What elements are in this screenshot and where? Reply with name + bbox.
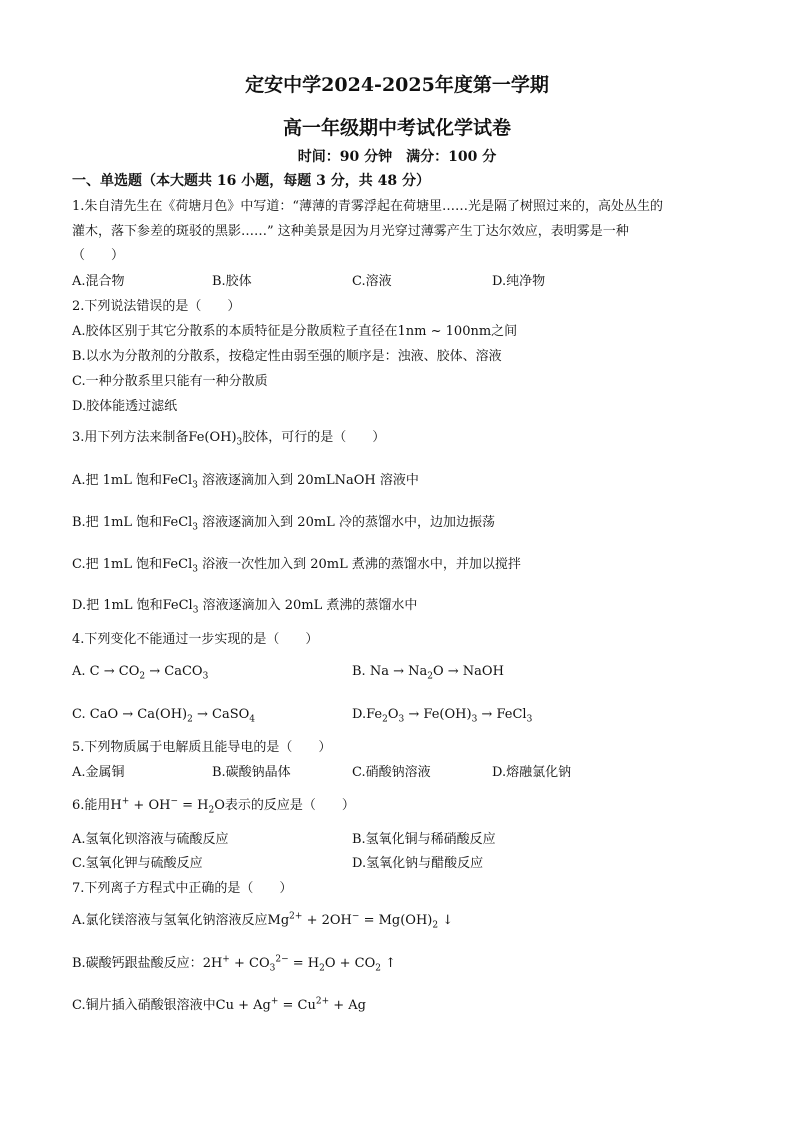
section-heading: 一、单选题（本大题共 16 小题，每题 3 分，共 48 分） bbox=[72, 173, 430, 189]
q1-stem-line1: 1.朱自清先生在《荷塘月色》中写道：“薄薄的青雾浮起在荷塘里……光是隔了树照过来的，高处丛生的 bbox=[72, 199, 664, 214]
q3-option-c: C.把 1mL 饱和FeCl$_3$ 浴液一次性加入到 20mL 煮沸的蒸馏水中，并加以搅拌 bbox=[72, 557, 521, 575]
q5-option-b: B.碳酸钠晶体 bbox=[212, 765, 291, 780]
q4-option-d: $D.Fe_2O_3 \to Fe(OH)_3$ → FeCl$_3$ bbox=[352, 707, 533, 725]
q3-stem: 3.用下列方法来制备$Fe(OH)_3$胶体，可行的是（ ） bbox=[72, 430, 386, 448]
q1-stem-line3: （ ） bbox=[72, 248, 125, 263]
q6-option-a: A.氢氧化钡溶液与硫酸反应 bbox=[72, 832, 229, 847]
exam-title: 高一年级期中考试化学试卷 bbox=[282, 117, 511, 139]
q1-stem-line2: 灌木，落下参差的斑驳的黑影……” 这种美景是因为月光穿过薄雾产生丁达尔效应，表明雾是一种 bbox=[72, 224, 629, 239]
q3-option-a: A.把 1mL 饱和FeCl$_3$ 溶液逐滴加入到 20mLNaOH 溶液中 bbox=[72, 473, 419, 491]
q1-option-d: D.纯净物 bbox=[492, 274, 546, 289]
q7-option-b: B.碳酸钙跟盐酸反应：$2H^+ + CO_3^{2-} = H_2O + CO_2$ ↑ bbox=[72, 954, 397, 974]
q3-option-b: B.把 1mL 饱和FeCl$_3$ 溶液逐滴加入到 20mL 冷的蒸馏水中，边加边振荡 bbox=[72, 515, 495, 533]
q2-stem: 2.下列说法错误的是（ ） bbox=[72, 299, 241, 314]
q1-option-b: B.胶体 bbox=[212, 274, 252, 289]
q7-option-c: C.铜片插入硝酸银溶液中$Cu + Ag^+ = Cu^{2+} + Ag$ bbox=[72, 996, 366, 1013]
q1-option-c: C.溶液 bbox=[352, 274, 392, 289]
q6-option-b: B.氢氧化铜与稀硝酸反应 bbox=[352, 832, 496, 847]
q6-stem: 6.能用$H^+ + OH^- = H_2O$表示的反应是（ ） bbox=[72, 796, 355, 816]
q2-option-a: A.胶体区别于其它分散系的本质特征是分散质粒子直径在1nm ~ 100nm之间 bbox=[72, 324, 518, 339]
q4-option-a: A. $C \to CO_2$ → CaCO$_3$ bbox=[72, 664, 209, 682]
q6-option-d: D.氢氧化钠与醋酸反应 bbox=[352, 856, 484, 871]
q4-option-b: B. $Na \to Na_2O$ → NaOH bbox=[352, 664, 504, 682]
q5-option-a: A.金属铜 bbox=[72, 765, 125, 780]
q4-option-c: C. CaO → $Ca(OH)_2$ → CaSO$_4$ bbox=[72, 707, 256, 725]
q5-option-c: C.硝酸钠溶液 bbox=[352, 765, 431, 780]
q4-stem: 4.下列变化不能通过一步实现的是（ ） bbox=[72, 632, 319, 647]
school-title: 定安中学2024-2025年度第一学期 bbox=[245, 74, 549, 96]
q5-option-d: D.熔融氯化钠 bbox=[492, 765, 572, 780]
q3-option-d: D.把 1mL 饱和FeCl$_3$ 溶液逐滴加入 20mL 煮沸的蒸馏水中 bbox=[72, 598, 418, 616]
q7-stem: 7.下列离子方程式中正确的是（ ） bbox=[72, 881, 293, 896]
q1-option-a: A.混合物 bbox=[72, 274, 125, 289]
q2-option-b: B.以水为分散剂的分散系，按稳定性由弱至强的顺序是：浊液、胶体、溶液 bbox=[72, 349, 502, 364]
exam-meta: 时间：90 分钟 满分：100 分 bbox=[297, 149, 497, 165]
q2-option-d: D.胶体能透过滤纸 bbox=[72, 399, 178, 414]
q7-option-a: A.氯化镁溶液与氢氧化钠溶液反应$Mg^{2+} + 2OH^- = Mg(OH)_2$ ↓ bbox=[72, 911, 454, 931]
q6-option-c: C.氢氧化钾与硫酸反应 bbox=[72, 856, 203, 871]
q5-stem: 5.下列物质属于电解质且能导电的是（ ） bbox=[72, 740, 332, 755]
q2-option-c: C.一种分散系里只能有一种分散质 bbox=[72, 374, 268, 389]
